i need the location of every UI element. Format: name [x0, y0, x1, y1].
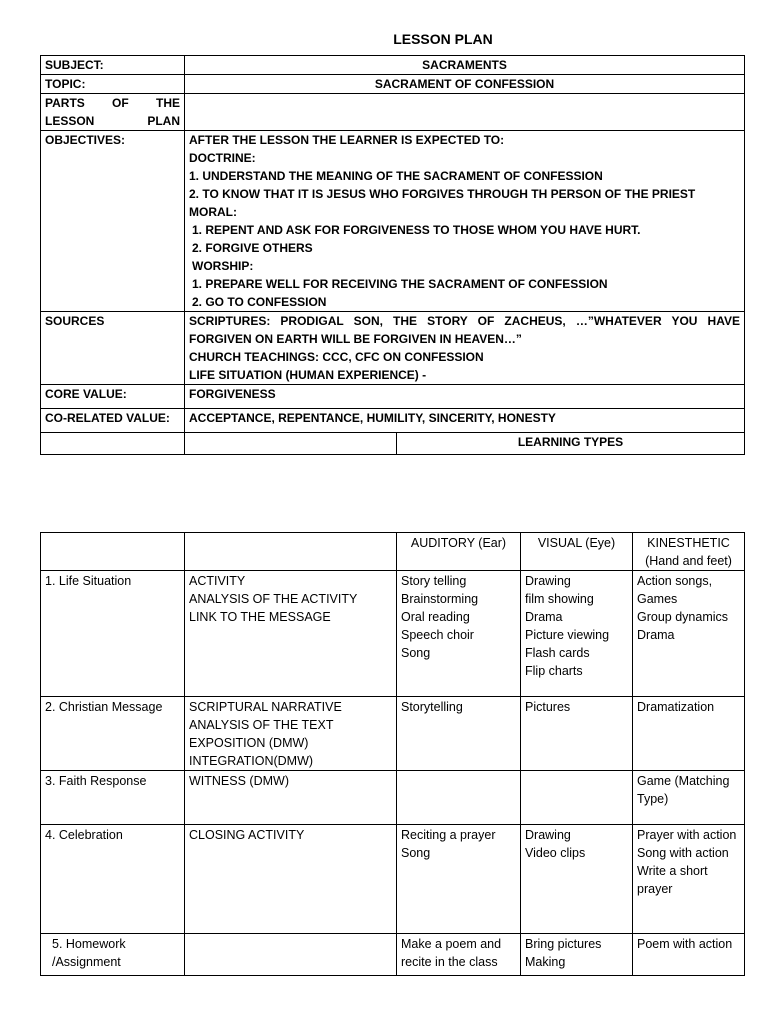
auditory-cell [397, 825, 521, 934]
objective-line: 2. FORGIVE OTHERS [192, 241, 313, 255]
cell-line: Poem with action [637, 937, 733, 951]
learning-types-table [40, 532, 745, 976]
cell-line: CLOSING ACTIVITY [189, 828, 305, 842]
cell-line: Oral reading [401, 610, 470, 624]
cell-line: Drama [637, 628, 675, 642]
cell-line: Dramatization [637, 700, 715, 714]
cell-line: Story telling [401, 574, 467, 588]
objective-line: 1. REPENT AND ASK FOR FORGIVENESS TO THOSE WHOM YOU HAVE HURT. [192, 223, 641, 237]
header-cell [41, 533, 185, 571]
cell-line: Make a poem and recite in the class [401, 937, 502, 969]
part-cell: 3. Faith Response [41, 771, 185, 825]
sources-label: SOURCES [41, 312, 185, 385]
table-row [41, 771, 745, 825]
parts-value [185, 94, 745, 131]
parts-label: PARTS OF THE LESSON PLAN [41, 94, 185, 131]
header-visual: VISUAL (Eye) [521, 533, 633, 571]
core-value-label: CORE VALUE: [41, 385, 185, 409]
activities-cell [185, 825, 397, 934]
visual-cell [521, 697, 633, 771]
cell-line: Making [525, 955, 566, 969]
corelated-row [41, 409, 745, 433]
table-row [41, 934, 745, 976]
subject-row [41, 56, 745, 75]
cell-line: SCRIPTURAL NARRATIVE [189, 700, 342, 714]
cell-line: Group dynamics [637, 610, 729, 624]
objective-line: AFTER THE LESSON THE LEARNER IS EXPECTED TO: [189, 133, 505, 147]
header-cell [185, 533, 397, 571]
types-header-row [41, 533, 745, 571]
sources-row [41, 312, 745, 385]
objective-line: 1. PREPARE WELL FOR RECEIVING THE SACRAMENT OF CONFESSION [192, 277, 608, 291]
subject-value: SACRAMENTS [185, 56, 745, 75]
lesson-info-table [40, 55, 745, 455]
objective-line: WORSHIP: [192, 259, 254, 273]
topic-row [41, 75, 745, 94]
part-cell: 5. Homework /Assignment [41, 934, 185, 976]
core-value: FORGIVENESS [185, 385, 745, 409]
cell-line: ANALYSIS OF THE ACTIVITY [189, 592, 358, 606]
table-row [41, 825, 745, 934]
activities-cell [185, 697, 397, 771]
cell-line: Drawing [525, 828, 571, 842]
cell-line: ANALYSIS OF THE TEXT [189, 718, 334, 732]
cell-line: INTEGRATION(DMW) [189, 754, 314, 768]
part-cell: 2. Christian Message [41, 697, 185, 771]
visual-cell [521, 825, 633, 934]
topic-label: TOPIC: [41, 75, 185, 94]
cell-line: LINK TO THE MESSAGE [189, 610, 331, 624]
objectives-row [41, 131, 745, 312]
kinesthetic-cell [633, 771, 745, 825]
core-value-row [41, 385, 745, 409]
cell-line: Bring pictures [525, 937, 602, 951]
cell-line: film showing [525, 592, 594, 606]
header-kinesthetic: KINESTHETIC (Hand and feet) [633, 533, 745, 571]
kinesthetic-cell [633, 825, 745, 934]
corelated-value: ACCEPTANCE, REPENTANCE, HUMILITY, SINCERITY, HONESTY [185, 409, 745, 433]
auditory-cell [397, 934, 521, 976]
cell-line: Game (Matching Type) [637, 774, 730, 806]
cell-line: Flash cards [525, 646, 590, 660]
cell-line: Action songs, [637, 574, 713, 588]
cell-line: Video clips [525, 846, 586, 860]
objective-line: 1. UNDERSTAND THE MEANING OF THE SACRAMENT OF CONFESSION [189, 169, 603, 183]
header-auditory: AUDITORY (Ear) [397, 533, 521, 571]
learning-types-label: LEARNING TYPES [397, 433, 745, 455]
visual-cell [521, 934, 633, 976]
cell-line: Prayer with action [637, 828, 737, 842]
objectives-label: OBJECTIVES: [41, 131, 185, 312]
document-title: LESSON PLAN [393, 31, 493, 47]
auditory-cell [397, 771, 521, 825]
sources-value [185, 312, 745, 385]
blank-cell [185, 433, 397, 455]
cell-line: Write a short prayer [637, 864, 708, 896]
cell-line: Song [401, 846, 431, 860]
table-row [41, 571, 745, 697]
auditory-cell [397, 697, 521, 771]
types-table-body [41, 571, 745, 976]
activities-cell [185, 934, 397, 976]
cell-line: ACTIVITY [189, 574, 246, 588]
kinesthetic-cell [633, 571, 745, 697]
cell-line: Speech choir [401, 628, 474, 642]
sources-church: CHURCH TEACHINGS: CCC, CFC ON CONFESSION [189, 350, 484, 364]
objective-line: 2. TO KNOW THAT IT IS JESUS WHO FORGIVES THROUGH TH PERSON OF THE PRIEST [189, 187, 696, 201]
cell-line: Brainstorming [401, 592, 479, 606]
objective-line: MORAL: [189, 205, 237, 219]
visual-cell [521, 571, 633, 697]
cell-line: Games [637, 592, 678, 606]
objective-line: DOCTRINE: [189, 151, 256, 165]
kinesthetic-cell [633, 934, 745, 976]
cell-line: Drama [525, 610, 563, 624]
topic-value: SACRAMENT OF CONFESSION [185, 75, 745, 94]
cell-line: Picture viewing [525, 628, 610, 642]
sources-life: LIFE SITUATION (HUMAN EXPERIENCE) - [189, 368, 427, 382]
kinesthetic-cell [633, 697, 745, 771]
auditory-cell [397, 571, 521, 697]
part-cell: 1. Life Situation [41, 571, 185, 697]
objectives-value [185, 131, 745, 312]
part-cell: 4. Celebration [41, 825, 185, 934]
cell-line: Drawing [525, 574, 571, 588]
cell-line: WITNESS (DMW) [189, 774, 289, 788]
cell-line: Storytelling [401, 700, 463, 714]
cell-line: Song with action [637, 846, 729, 860]
subject-label: SUBJECT: [41, 56, 185, 75]
visual-cell [521, 771, 633, 825]
corelated-label: CO-RELATED VALUE: [41, 409, 185, 433]
activities-cell [185, 571, 397, 697]
cell-line: EXPOSITION (DMW) [189, 736, 309, 750]
sources-scripture: SCRIPTURES: PRODIGAL SON, THE STORY OF ZACHEUS, …”WHATEVER YOU HAVE FORGIVEN ON EARTH WILL BE FORGIVEN IN HEAVEN…” [189, 314, 741, 346]
table-row [41, 697, 745, 771]
cell-line: Pictures [525, 700, 571, 714]
cell-line: Song [401, 646, 431, 660]
cell-line: Flip charts [525, 664, 583, 678]
learning-types-row [41, 433, 745, 455]
objective-line: 2. GO TO CONFESSION [192, 295, 327, 309]
parts-row [41, 94, 745, 131]
blank-cell [41, 433, 185, 455]
cell-line: Reciting a prayer [401, 828, 496, 842]
activities-cell [185, 771, 397, 825]
